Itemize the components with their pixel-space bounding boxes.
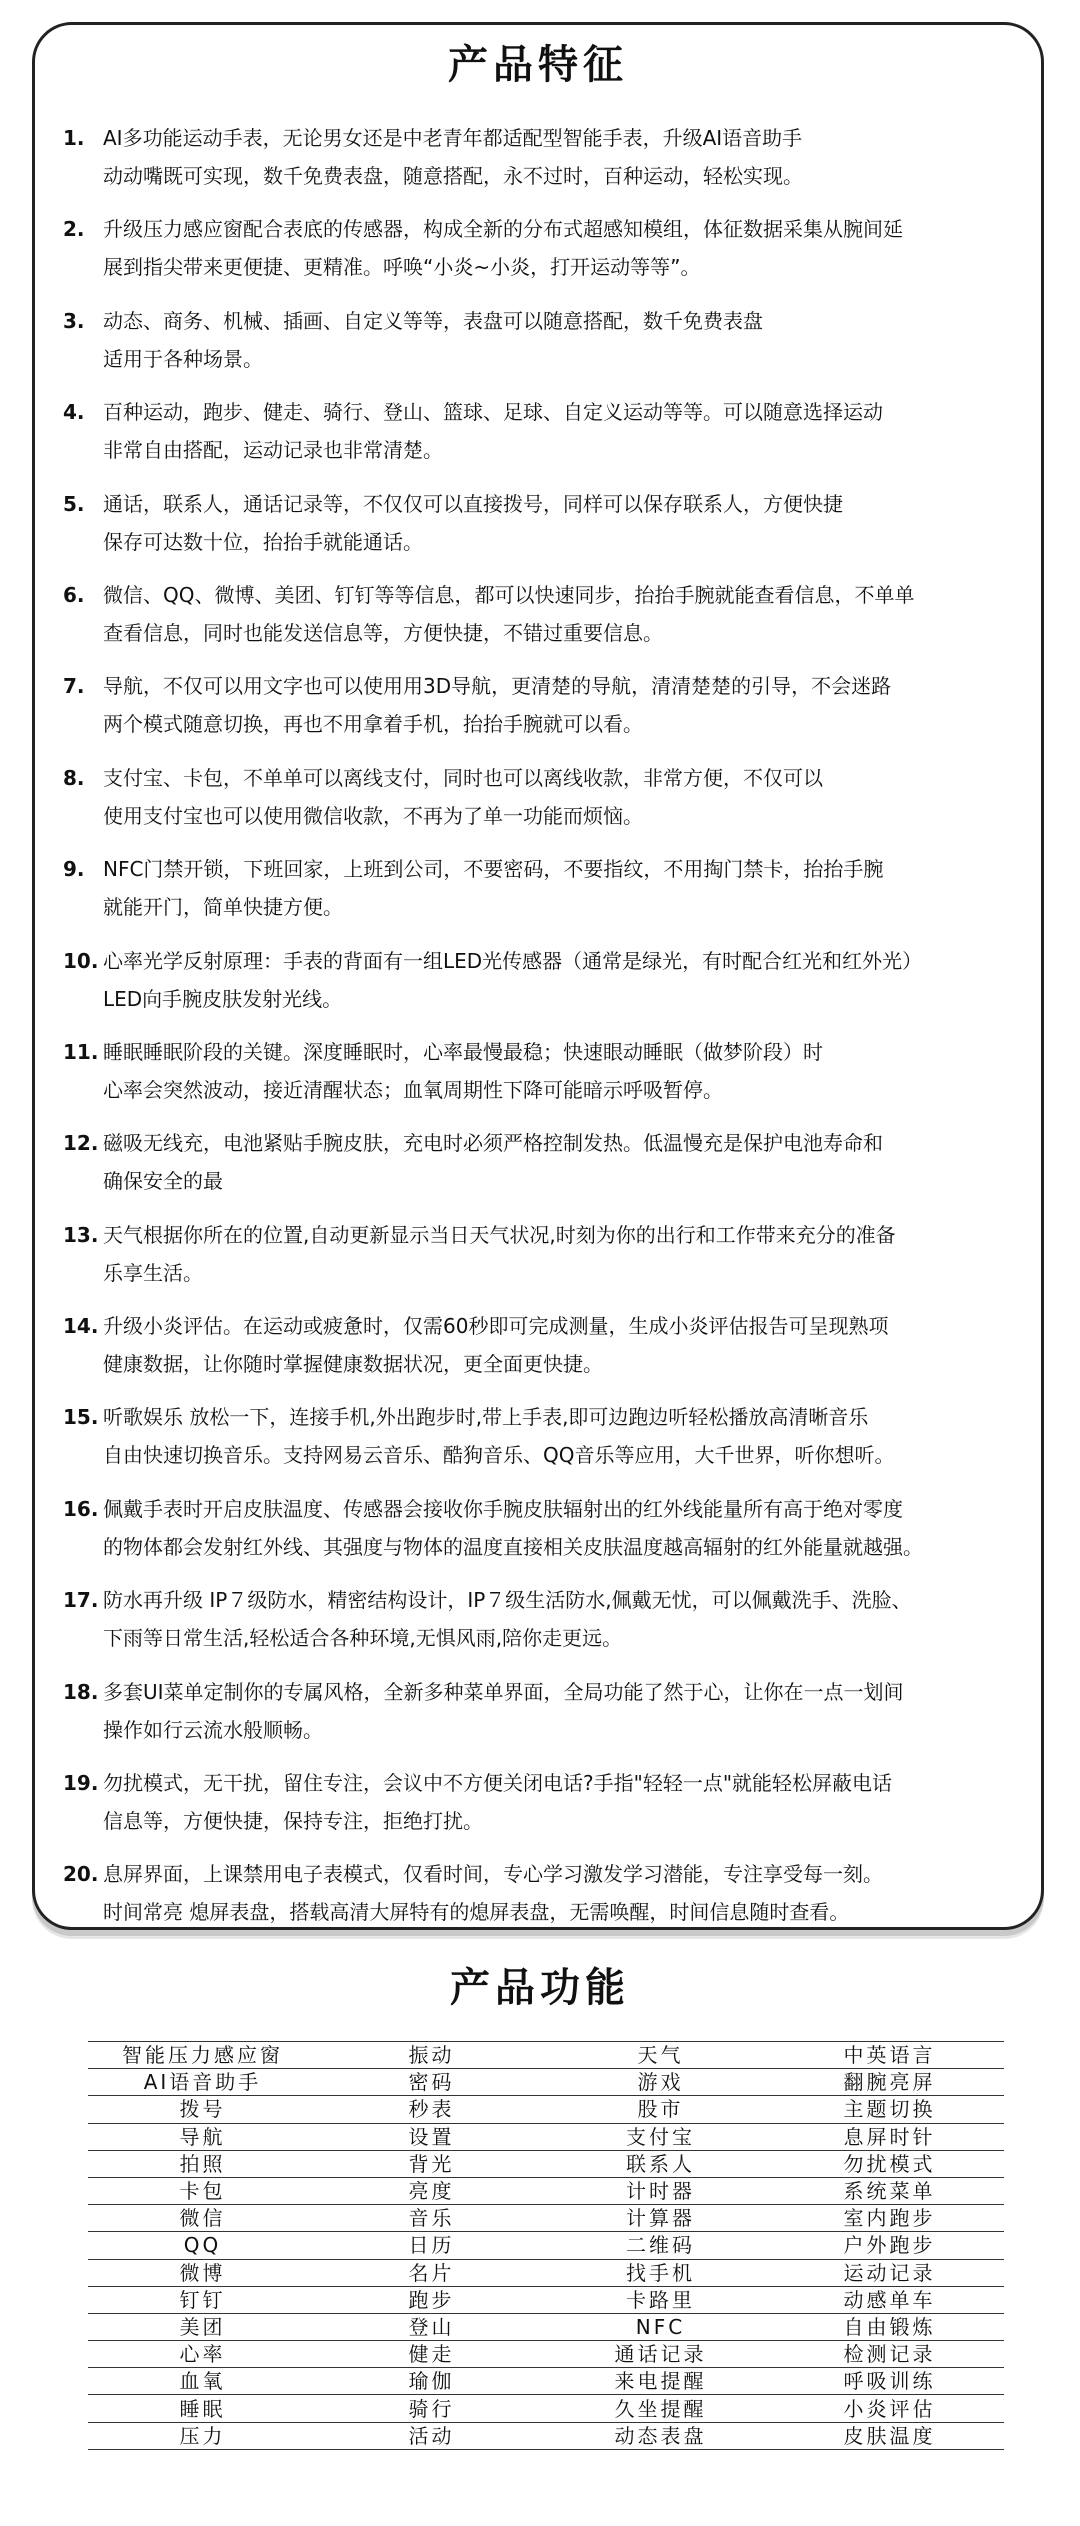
feature-text-line-1: 心率光学反射原理：手表的背面有一组LED光传感器（通常是绿光，有时配合红光和红外光） <box>103 948 923 973</box>
function-cell: 游戏 <box>546 2069 775 2096</box>
feature-number: 7. <box>63 674 85 699</box>
feature-number: 18. <box>63 1679 99 1704</box>
feature-list <box>35 119 1041 1947</box>
feature-text-line-1: 升级压力感应窗配合表底的传感器，构成全新的分布式超感知模组，体征数据采集从腕间延 <box>103 217 903 242</box>
feature-number: 2. <box>63 217 85 242</box>
feature-text-line-2: 乐享生活。 <box>103 1260 203 1285</box>
feature-text-line-2: 适用于各种场景。 <box>103 346 263 371</box>
feature-text-line-1: 通话，联系人，通话记录等，不仅仅可以直接拨号，同样可以保存联系人，方便快捷 <box>103 491 843 516</box>
feature-item <box>63 1216 1017 1307</box>
function-cell: 找手机 <box>546 2259 775 2286</box>
feature-text-line-2: 查看信息，同时也能发送信息等，方便快捷，不错过重要信息。 <box>103 620 663 645</box>
feature-item <box>63 759 1017 850</box>
function-cell: 秒表 <box>317 2096 546 2123</box>
table-row <box>88 2096 1004 2123</box>
function-cell: 导航 <box>88 2123 317 2150</box>
feature-text-line-1: 升级小炎评估。在运动或疲惫时，仅需60秒即可完成测量，生成小炎评估报告可呈现熟项 <box>103 1314 889 1339</box>
functions-section <box>0 1955 1080 2448</box>
feature-text-line-2: 心率会突然波动，接近清醒状态；血氧周期性下降可能暗示呼吸暂停。 <box>103 1077 723 1102</box>
feature-text-line-1: 百种运动，跑步、健走、骑行、登山、篮球、足球、自定义运动等等。可以随意选择运动 <box>103 400 883 425</box>
function-cell: 钉钉 <box>88 2286 317 2313</box>
feature-text-line-2: 下雨等日常生活,轻松适合各种环境,无惧风雨,陪你走更远。 <box>103 1626 623 1651</box>
feature-item <box>63 1490 1017 1581</box>
feature-text-line-2: 保存可达数十位，抬抬手就能通话。 <box>103 529 423 554</box>
function-cell: 登山 <box>317 2313 546 2340</box>
function-cell: 卡包 <box>88 2177 317 2204</box>
function-cell: 背光 <box>317 2150 546 2177</box>
feature-item <box>63 302 1017 393</box>
function-cell: 翻腕亮屏 <box>775 2069 1004 2096</box>
feature-text-line-2: 非常自由搭配，运动记录也非常清楚。 <box>103 438 443 463</box>
feature-number: 20. <box>63 1862 99 1887</box>
feature-text-line-2: 健康数据，让你随时掌握健康数据状况，更全面更快捷。 <box>103 1352 603 1377</box>
function-cell: 健走 <box>317 2341 546 2368</box>
table-row <box>88 2341 1004 2368</box>
function-cell: 密码 <box>317 2069 546 2096</box>
table-row <box>88 2368 1004 2395</box>
feature-text-line-1: 勿扰模式，无干扰，留住专注，会议中不方便关闭电话?手指"轻轻一点"就能轻松屏蔽电话 <box>103 1771 893 1796</box>
features-card <box>32 22 1044 1930</box>
feature-number: 8. <box>63 765 85 790</box>
feature-number: 11. <box>63 1039 99 1064</box>
feature-number: 6. <box>63 582 85 607</box>
function-cell: NFC <box>546 2313 775 2340</box>
table-row <box>88 2150 1004 2177</box>
table-row <box>88 2313 1004 2340</box>
function-cell: 呼吸训练 <box>775 2368 1004 2395</box>
table-row <box>88 2286 1004 2313</box>
feature-text-line-1: 听歌娱乐 放松一下，连接手机,外出跑步时,带上手表,即可边跑边听轻松播放高清晰音乐 <box>103 1405 869 1430</box>
feature-item <box>63 1764 1017 1855</box>
function-cell: AI语音助手 <box>88 2069 317 2096</box>
function-cell: 支付宝 <box>546 2123 775 2150</box>
function-cell: 久坐提醒 <box>546 2395 775 2422</box>
feature-text-line-1: 微信、QQ、微博、美团、钉钉等等信息，都可以快速同步，抬抬手腕就能查看信息，不单单 <box>103 582 915 607</box>
function-cell: 压力 <box>88 2422 317 2449</box>
feature-text-line-2: 操作如行云流水般顺畅。 <box>103 1717 323 1742</box>
feature-item <box>63 119 1017 210</box>
table-row <box>88 2069 1004 2096</box>
function-cell: 中英语言 <box>775 2042 1004 2069</box>
feature-number: 15. <box>63 1405 99 1430</box>
feature-text-line-2: 的物体都会发射红外线、其强度与物体的温度直接相关皮肤温度越高辐射的红外能量就越强。 <box>103 1534 923 1559</box>
functions-title: 产品功能 <box>450 1965 630 2011</box>
table-row <box>88 2205 1004 2232</box>
feature-text-line-1: 息屏界面，上课禁用电子表模式，仅看时间，专心学习激发学习潜能，专注享受每一刻。 <box>103 1862 883 1887</box>
feature-number: 3. <box>63 308 85 333</box>
function-cell: 动态表盘 <box>546 2422 775 2449</box>
feature-text-line-2: 确保安全的最 <box>103 1169 223 1194</box>
feature-text-line-2: 信息等，方便快捷，保持专注，拒绝打扰。 <box>103 1809 483 1834</box>
feature-text-line-2: LED向手腕皮肤发射光线。 <box>103 986 343 1011</box>
function-cell: 微信 <box>88 2205 317 2232</box>
table-row <box>88 2395 1004 2422</box>
function-cell: 跑步 <box>317 2286 546 2313</box>
table-row <box>88 2259 1004 2286</box>
function-cell: 运动记录 <box>775 2259 1004 2286</box>
feature-text-line-1: 天气根据你所在的位置,自动更新显示当日天气状况,时刻为你的出行和工作带来充分的准备 <box>103 1222 896 1247</box>
feature-number: 19. <box>63 1771 99 1796</box>
function-cell: 息屏时针 <box>775 2123 1004 2150</box>
features-title: 产品特征 <box>448 42 628 88</box>
feature-number: 4. <box>63 400 85 425</box>
feature-item <box>63 210 1017 301</box>
feature-number: 14. <box>63 1314 99 1339</box>
function-cell: 日历 <box>317 2232 546 2259</box>
feature-item <box>63 576 1017 667</box>
feature-item <box>63 1581 1017 1672</box>
feature-number: 16. <box>63 1496 99 1521</box>
feature-item <box>63 1124 1017 1215</box>
feature-number: 1. <box>63 126 85 150</box>
feature-text-line-1: 多套UI菜单定制你的专属风格，全新多种菜单界面，全局功能了然于心，让你在一点一划间 <box>103 1679 904 1704</box>
function-cell: 智能压力感应窗 <box>88 2042 317 2069</box>
feature-item <box>63 667 1017 758</box>
function-cell: 亮度 <box>317 2177 546 2204</box>
function-cell: 皮肤温度 <box>775 2422 1004 2449</box>
feature-item <box>63 1855 1017 1946</box>
function-cell: 户外跑步 <box>775 2232 1004 2259</box>
table-row <box>88 2123 1004 2150</box>
function-cell: 音乐 <box>317 2205 546 2232</box>
feature-text-line-2: 就能开门，简单快捷方便。 <box>103 895 343 920</box>
feature-text-line-1: NFC门禁开锁，下班回家，上班到公司，不要密码，不要指纹，不用掏门禁卡，抬抬手腕 <box>103 857 884 882</box>
table-row <box>88 2042 1004 2069</box>
function-cell: 振动 <box>317 2042 546 2069</box>
function-cell: 名片 <box>317 2259 546 2286</box>
feature-text-line-1: 支付宝、卡包，不单单可以离线支付，同时也可以离线收款，非常方便，不仅可以 <box>103 765 823 790</box>
function-cell: 来电提醒 <box>546 2368 775 2395</box>
functions-table <box>88 2041 1004 2450</box>
feature-item <box>63 485 1017 576</box>
function-cell: 卡路里 <box>546 2286 775 2313</box>
function-cell: 拨号 <box>88 2096 317 2123</box>
function-cell: 通话记录 <box>546 2341 775 2368</box>
feature-text-line-1: AI多功能运动手表，无论男女还是中老青年都适配型智能手表，升级AI语音助手 <box>103 126 803 150</box>
function-cell: 瑜伽 <box>317 2368 546 2395</box>
feature-text-line-2: 展到指尖带来更便捷、更精准。呼唤“小炎~小炎，打开运动等等”。 <box>103 255 701 280</box>
function-cell: QQ <box>88 2232 317 2259</box>
function-cell: 计时器 <box>546 2177 775 2204</box>
function-cell: 微博 <box>88 2259 317 2286</box>
function-cell: 拍照 <box>88 2150 317 2177</box>
table-row <box>88 2177 1004 2204</box>
feature-text-line-1: 动态、商务、机械、插画、自定义等等，表盘可以随意搭配，数千免费表盘 <box>103 308 763 333</box>
feature-text-line-1: 磁吸无线充，电池紧贴手腕皮肤，充电时必须严格控制发热。低温慢充是保护电池寿命和 <box>103 1131 883 1156</box>
feature-text-line-2: 时间常亮 熄屏表盘，搭载高清大屏特有的熄屏表盘，无需唤醒，时间信息随时查看。 <box>103 1900 850 1925</box>
feature-item <box>63 1398 1017 1489</box>
function-cell: 美团 <box>88 2313 317 2340</box>
feature-item <box>63 1033 1017 1124</box>
feature-text-line-2: 使用支付宝也可以使用微信收款，不再为了单一功能而烦恼。 <box>103 803 643 828</box>
function-cell: 勿扰模式 <box>775 2150 1004 2177</box>
function-cell: 设置 <box>317 2123 546 2150</box>
function-cell: 天气 <box>546 2042 775 2069</box>
feature-number: 13. <box>63 1222 99 1247</box>
function-cell: 骑行 <box>317 2395 546 2422</box>
feature-number: 9. <box>63 857 85 882</box>
feature-number: 17. <box>63 1588 99 1613</box>
feature-number: 10. <box>63 948 99 973</box>
function-cell: 小炎评估 <box>775 2395 1004 2422</box>
feature-number: 5. <box>63 491 85 516</box>
function-cell: 睡眠 <box>88 2395 317 2422</box>
function-cell: 血氧 <box>88 2368 317 2395</box>
function-cell: 计算器 <box>546 2205 775 2232</box>
feature-item <box>63 393 1017 484</box>
feature-text-line-1: 睡眠睡眠阶段的关键。深度睡眠时，心率最慢最稳；快速眼动睡眠（做梦阶段）时 <box>103 1039 823 1064</box>
function-cell: 活动 <box>317 2422 546 2449</box>
feature-text-line-1: 导航，不仅可以用文字也可以使用用3D导航，更清楚的导航，清清楚楚的引导，不会迷路 <box>103 674 892 699</box>
feature-item <box>63 850 1017 941</box>
function-cell: 股市 <box>546 2096 775 2123</box>
function-cell: 室内跑步 <box>775 2205 1004 2232</box>
function-cell: 心率 <box>88 2341 317 2368</box>
feature-text-line-2: 动动嘴既可实现，数千免费表盘，随意搭配，永不过时，百种运动，轻松实现。 <box>103 164 803 188</box>
function-cell: 动感单车 <box>775 2286 1004 2313</box>
function-cell: 系统菜单 <box>775 2177 1004 2204</box>
table-row <box>88 2232 1004 2259</box>
feature-item <box>63 1307 1017 1398</box>
feature-text-line-1: 防水再升级 IP７级防水，精密结构设计，IP７级生活防水,佩戴无忧，可以佩戴洗手、洗脸、 <box>103 1588 912 1613</box>
feature-text-line-1: 佩戴手表时开启皮肤温度、传感器会接收你手腕皮肤辐射出的红外线能量所有高于绝对零度 <box>103 1496 903 1521</box>
function-cell: 联系人 <box>546 2150 775 2177</box>
feature-number: 12. <box>63 1131 99 1156</box>
function-cell: 主题切换 <box>775 2096 1004 2123</box>
function-cell: 二维码 <box>546 2232 775 2259</box>
function-cell: 检测记录 <box>775 2341 1004 2368</box>
feature-text-line-2: 两个模式随意切换，再也不用拿着手机，抬抬手腕就可以看。 <box>103 712 643 737</box>
feature-text-line-2: 自由快速切换音乐。支持网易云音乐、酷狗音乐、QQ音乐等应用，大千世界，听你想听。 <box>103 1443 895 1468</box>
feature-item <box>63 1673 1017 1764</box>
feature-item <box>63 942 1017 1033</box>
function-cell: 自由锻炼 <box>775 2313 1004 2340</box>
table-row <box>88 2422 1004 2449</box>
